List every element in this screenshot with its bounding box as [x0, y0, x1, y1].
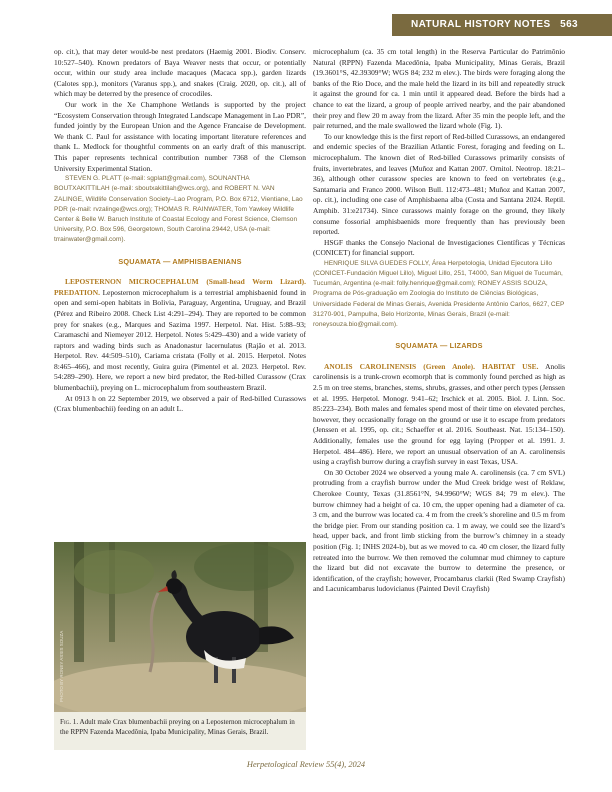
author-affiliations: HENRIQUE SILVA GUEDES FOLLY, Área Herpetologia, Unidad Ejecutora Lillo (CONICET-Fundación Miguel Lillo), Miguel Lillo, 251, T4000, San Miguel de Tucumán, Tucumán, Argentina (e-mail: folly.henrique@gmail.com); RONEY ASSIS SOUZA, Programa de Pós-graduação em Zoologia do Instituto de Ciências Biológicas, Universidade Federal de Minas Gerais, Avenida Presidente Antônio Carlos, 6627, CEP 31270-901, Pampulha, Belo Horizonte, Minas Gerais, Brazil (e-mail: roneysouza.bio@gmail.com).	[313, 259, 565, 329]
paragraph: To our knowledge this is the first report of Red-billed Curassows, an endangered and endemic species of the Brazilian Atlantic Forest, foraging and feeding on L. microcephalum. The known diet of Red-billed Curassows primarily consists of fruits, invertebrates, and leaves (Muñoz and Kattan 2007. Ornitol. Neotrop. 18:21–36), although other curassow species are known to feed on vertebrates (e.g., Santamaria and Franco 2000. Wilson Bull. 112:473–481; Muñoz and Kattan 2007, op. cit.), including one case of Amphisbaena alba (Costa and Santana 2024. Reptil. Amphib. 31:e21734). Since curassows mainly forage on the ground, they likely consume fossorial amphisbaenids more frequently than has previously been reported.	[313, 131, 565, 237]
section-heading: SQUAMATA — AMPHISBAENIANS	[118, 256, 242, 266]
caption-label: Fig. 1.	[60, 718, 79, 726]
running-header	[0, 14, 612, 36]
header-label: NATURAL HISTORY NOTES	[411, 19, 551, 30]
author-affiliations: STEVEN G. PLATT (e-mail: sgplatt@gmail.com), SOUNANTHA BOUTXAKITTILAH (e-mail: sboutxakittilah@wcs.org), and ROBERT N. VAN ZALINGE, Wildlife Conservation Society–Lao Program, P.O. Box 6712, Vientiane, Lao PDR (e-mail: rvzalinge@wcs.org); THOMAS R. RAINWATER, Tom Yawkey Wildlife Center & Belle W. Baruch Institute of Coastal Ecology and Forest Science, Clemson University, P.O. Box 596, Georgetown, South Carolina 29442, USA (e-mail: trrainwater@gmail.com).	[54, 175, 303, 244]
entry-heading: LEPOSTERNON MICROCEPHALUM (Small-head Worm Lizard). PREDATION.	[54, 277, 306, 297]
header-title	[411, 14, 578, 36]
caption-text: Adult male Crax blumenbachii preying on a Leposternon microcephalum in the RPPN Fazenda Macedônia, Ipaba Municipality, Minas Gerais, Brazil.	[60, 718, 295, 736]
paragraph: op. cit.), that may deter would-be nest predators (Haemig 2001. Biodiv. Conserv. 10:527–540). Known predators of Baya Weaver nests that occur, or potentially occur, within our study area include macaques (Macaca spp.), garden lizards (Calotes spp.), monitors (Varanus spp.), and snakes (Craig. 2020, op. cit.), all of which may be deterred by the presence of crocodiles.	[54, 47, 306, 99]
figure-caption	[54, 712, 306, 750]
paragraph: HSGF thanks the Consejo Nacional de Investigaciones Científicas y Técnicas (CONICET) for financial support.	[313, 237, 565, 258]
left-column	[54, 47, 306, 415]
species-entry	[54, 277, 306, 394]
paragraph: microcephalum (ca. 35 cm total length) in the Reserva Particular do Patrimônio Natural (RPPN) Fazenda Macedônia, Ipaba Municipality, Minas Gerais, Brazil (19.3601°S, 42.39309°W; WGS 84; 232 m elev.). The birds were foraging along the banks of the Rio Doce, and the male held the lizard in its bill and repeatedly struck it against the ground for ca. 1 min until it appeared dead. Before the birds had a chance to eat the lizard, a group of people arrived nearby, and the pair abandoned their prey and flew 20 m away from the lizard. After 35 min the people left, and the pair returned, and the male swallowed the lizard whole (Fig. 1).	[313, 47, 565, 131]
entry-text: Anolis carolinensis is a trunk-crown ecomorph that is commonly found perched as high as 2.5 m on tree stems, branches, stems, shrubs, grasses, and other perch types (Jenssen et al. 1995. Herpetol. Monogr. 9:41–62; Irschick et al. 2005. Biol. J. Linn. Soc. 85:223–234). Both males and females spend most of their time on elevated perches, however, they occasionally forage on the ground or use it to escape from predators (Jenssen et al. 1995, op. cit.; Schaeffer et al. 2016. Southeast. Nat. 15:134–150). Additionally, females use the ground for egg laying (Propper et al. 1991. J. Herpetol. 484–486). Here, we report an unusual observation of an A. carolinensis using a crayfish burrow during a crayfish survey in east Texas, USA.	[313, 361, 565, 467]
section-heading: SQUAMATA — LIZARDS	[395, 341, 483, 351]
figure-photo	[54, 542, 306, 712]
paragraph: At 0913 h on 22 September 2019, we observed a pair of Red-billed Curassows (Crax blumenbachii) feeding on an adult L.	[54, 393, 306, 414]
page-number: 563	[560, 19, 578, 30]
entry-heading: ANOLIS CAROLINENSIS (Green Anole). HABITAT USE.	[324, 361, 539, 371]
paragraph: On 30 October 2024 we observed a young male A. carolinensis (ca. 7 cm SVL) protruding from a crayfish burrow under the Mud Creek bridge west of Reklaw, Cherokee County, Texas (31.8561°N, 94.9960°W; WGS 84; 79 m elev.). The burrow chimney had a height of ca. 10 cm, the upper opening had a diameter of ca. 3 cm, and the burrow was located ca. 4 m from the creek’s shoreline and 0.5 m from the bridge pier. From our standing position ca. 1 m away, we could see the lizard’s head, upper back, and front limb sticking from the burrow’s chimney in a steady position (Fig. 1; INHS 2024-b), but as we moved to ca. 40 cm closer, the lizard fully retreated into the burrow. We then removed the columnar mud chimney to capture the lizard but did not excavate the burrow to determine the presence, or identification, of the crayfish; however, Procambarus clarkii (Red Swamp Crayfish) and Lacunicambarus ludovicianus (Painted Devil Crayfish)	[313, 467, 565, 594]
right-column	[313, 47, 565, 595]
species-entry	[313, 362, 565, 468]
journal-footer: Herpetological Review 55(4), 2024	[246, 760, 366, 769]
photo-credit: PHOTO BY RONEY ASSIS SOUZA	[59, 630, 64, 702]
curassow-photo	[54, 542, 306, 712]
entry-text: Leposternon microcephalum is a terrestrial amphisbaenid found in open and semi-open habitats in Bolivia, Paraguay, Argentina, Uruguay, and Brazil (Pérez and Ribeiro 2008. Check List 4:291–294). They are reported to be common prey for snakes (e.g., Marques and Sazima 1997. Herpetol. Nat. Hist. 5:88–93; Caramaschi and Niemeyer 2012. Herpetol. Notes 5:429–430) and a wide variety of raptors and wading birds such as Anadonastur lacernulatus (Rajão et al. 2013. Herpetol. Rev. 44:509–510), Cariama cristata (Folly et al. 2015. Herpetol. Notes 8:465–466), and most recently, Guira guira (Pimentel et al. 2023. Herpetol. Rev. 54:289–290). Here, we report a new bird predator, the Red-billed Curassow (Crax blumenbachii), preying on L. microcephalum from southeastern Brazil.	[54, 287, 306, 393]
paragraph: Our work in the Xe Champhone Wetlands is supported by the project “Ecosystem Conservation through Integrated Landscape Management in Lao PDR”, funded jointly by the European Union and the Agence Francaise de Development. We thank C. Paul for assistance with locating important literature references and thank L. Medlock for thoughtful comments on an early draft of this manuscript. This paper represents technical contribution number 7368 of the Clemson University Experimental Station.	[54, 99, 306, 173]
